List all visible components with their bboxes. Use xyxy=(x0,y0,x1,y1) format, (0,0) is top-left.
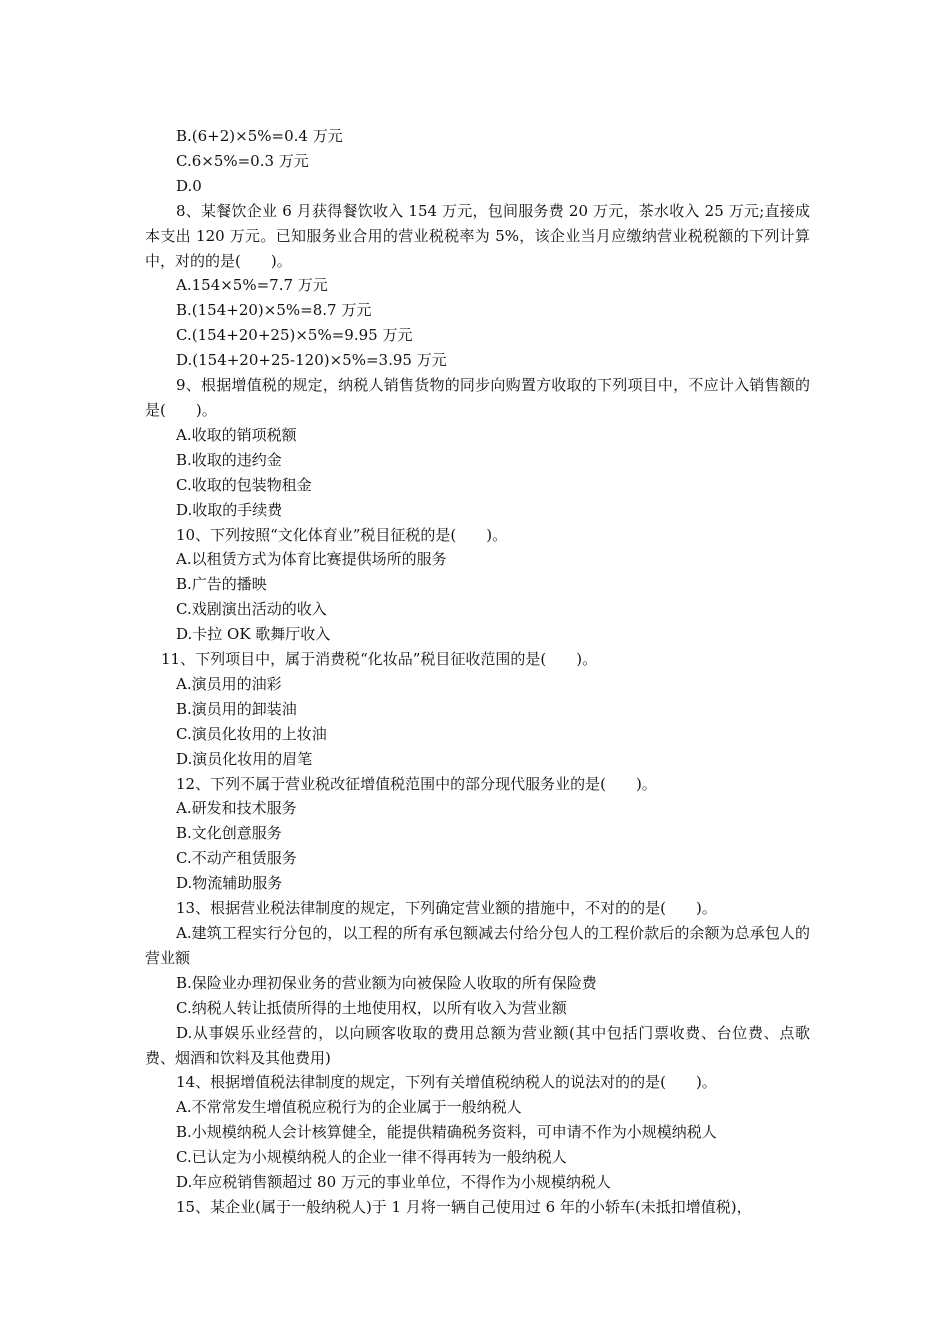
question-9: 9、根据增值税的规定，纳税人销售货物的同步向购置方收取的下列项目中，不应计入销售额的是( )。 xyxy=(145,376,810,419)
option-line: C.不动产租赁服务 xyxy=(176,849,297,868)
question-8: 8、某餐饮企业 6 月获得餐饮收入 154 万元，包间服务费 20 万元，茶水收入 25 万元;直接成本支出 120 万元。已知服务业合用的营业税税率为 5%，该企业当月应缴纳营业税税额的下列计算中，对的的是( )。 xyxy=(145,201,810,270)
question-15: 15、某企业(属于一般纳税人)于 1 月将一辆自己使用过 6 年的小轿车(未抵扣增值税)， xyxy=(176,1197,752,1216)
option-line: B.保险业办理初保业务的营业额为向被保险人收取的所有保险费 xyxy=(176,973,597,992)
option-line: C.演员化妆用的上妆油 xyxy=(176,724,327,743)
option-line: D.年应税销售额超过 80 万元的事业单位，不得作为小规模纳税人 xyxy=(176,1173,611,1192)
option-line: C.纳税人转让抵债所得的土地使用权，以所有收入为营业额 xyxy=(176,998,567,1017)
option-line: A.154×5%=7.7 万元 xyxy=(176,276,328,295)
question-14: 14、根据增值税法律制度的规定，下列有关增值税纳税人的说法对的的是( )。 xyxy=(176,1073,717,1092)
question-13: 13、根据营业税法律制度的规定，下列确定营业额的措施中，不对的的是( )。 xyxy=(176,899,717,918)
option-line: A.建筑工程实行分包的，以工程的所有承包额减去付给分包人的工程价款后的余额为总承包人的营业额 xyxy=(145,924,810,967)
option-line: B.演员用的卸装油 xyxy=(176,699,297,718)
option-line: A.研发和技术服务 xyxy=(176,799,297,818)
option-line: D.卡拉 OK 歌舞厅收入 xyxy=(176,625,331,644)
option-line: D.物流辅助服务 xyxy=(176,874,283,893)
option-line: A.收取的销项税额 xyxy=(176,425,297,444)
question-10: 10、下列按照“文化体育业”税目征税的是( )。 xyxy=(176,525,508,544)
option-line: B.文化创意服务 xyxy=(176,824,282,843)
option-line: A.不常常发生增值税应税行为的企业属于一般纳税人 xyxy=(176,1098,522,1117)
option-line: D.0 xyxy=(176,176,202,195)
option-line: D.(154+20+25-120)×5%=3.95 万元 xyxy=(176,351,447,370)
question-11: 11、下列项目中，属于消费税“化妆品”税目征收范围的是( )。 xyxy=(161,650,598,669)
option-line: A.以租赁方式为体育比赛提供场所的服务 xyxy=(176,550,447,569)
document-page xyxy=(145,124,810,1220)
question-12: 12、下列不属于营业税改征增值税范围中的部分现代服务业的是( )。 xyxy=(176,774,657,793)
option-line: B.收取的违约金 xyxy=(176,450,282,469)
option-line: D.收取的手续费 xyxy=(176,500,283,519)
option-line: A.演员用的油彩 xyxy=(176,674,282,693)
option-line: C.收取的包装物租金 xyxy=(176,475,312,494)
option-line: B.小规模纳税人会计核算健全，能提供精确税务资料，可申请不作为小规模纳税人 xyxy=(176,1123,717,1142)
option-line: D.从事娱乐业经营的，以向顾客收取的费用总额为营业额(其中包括门票收费、台位费、点歌费、烟酒和饮料及其他费用) xyxy=(145,1023,810,1067)
option-line: C.已认定为小规模纳税人的企业一律不得再转为一般纳税人 xyxy=(176,1148,567,1167)
option-line: C.(154+20+25)×5%=9.95 万元 xyxy=(176,326,413,345)
option-line: D.演员化妆用的眉笔 xyxy=(176,749,313,768)
option-line: B.(154+20)×5%=8.7 万元 xyxy=(176,301,372,320)
option-line: B.广告的播映 xyxy=(176,575,267,594)
option-line: B.(6+2)×5%=0.4 万元 xyxy=(176,127,343,145)
option-line: C.6×5%=0.3 万元 xyxy=(176,151,309,170)
option-line: C.戏剧演出活动的收入 xyxy=(176,600,327,619)
